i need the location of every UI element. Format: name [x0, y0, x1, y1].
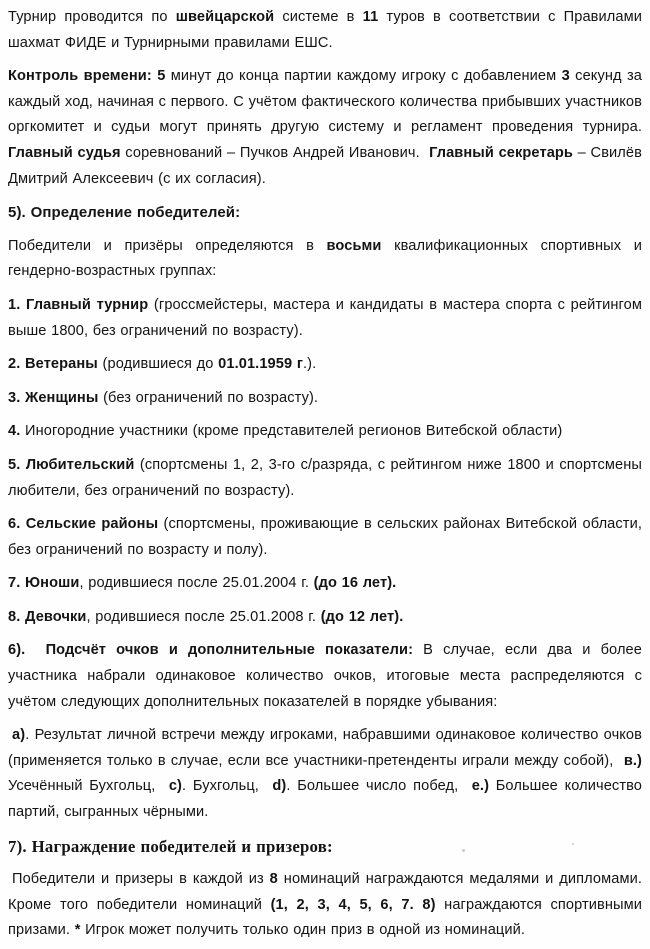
text-run: соревнований – Пучков Андрей Иванович. [120, 144, 430, 161]
text-run: номинаций награждаются медалями и дипломами. Кроме того победители номинаций [8, 871, 642, 913]
list-item-7-boys [8, 571, 642, 597]
heading-section-7 [8, 834, 642, 860]
para-tournament-system [8, 5, 642, 56]
text-run-bold: Главный секретарь [429, 144, 574, 161]
para-winners-groups [8, 234, 642, 285]
text-run-bold: (до 16 лет). [313, 575, 397, 592]
para-tiebreak-criteria [8, 723, 642, 825]
text-run-bold: 4. [8, 423, 21, 440]
text-run-bold: 3. Женщины [8, 389, 99, 406]
text-run: минут до конца партии каждому игроку с добавлением [165, 68, 562, 85]
text-run: Турнир проводится по [8, 9, 176, 25]
text-run-bold: восьми [326, 237, 382, 254]
list-item-3-women [8, 386, 642, 412]
text-run: . Большее число побед, [286, 778, 472, 795]
text-run-bold: (1, 2, 3, 4, 5, 6, 7. 8) [270, 896, 436, 913]
para-section-6-tiebreaks [8, 638, 642, 715]
text-run-bold: а) [12, 727, 26, 744]
text-run-bold: 3 [561, 68, 570, 85]
text-run-bold: Контроль времени: 5 [8, 68, 166, 85]
text-run-bold: Главный судья [8, 144, 121, 161]
text-run-bold: с) [168, 778, 182, 795]
text-run-bold: d) [272, 778, 287, 795]
text-run: (родившиеся до [97, 356, 219, 373]
list-item-4-nonresident [8, 419, 642, 445]
text-run-bold: (до 12 лет). [320, 608, 404, 625]
document-body [8, 5, 642, 944]
text-run-bold: 1. Главный турнир [8, 296, 149, 313]
list-item-2-veterans [8, 352, 642, 378]
text-run: Иногородние участники (кроме представителей регионов Витебской области) [20, 423, 563, 440]
text-run: , родившиеся после 25.01.2004 г. [79, 575, 314, 592]
list-item-6-rural [8, 512, 642, 563]
text-run: Игрок может получить только один приз в одной из номинаций. [80, 922, 526, 939]
scan-speck [572, 843, 574, 845]
text-run: Усечённый Бухгольц, [8, 778, 169, 795]
heading-section-5 [8, 200, 642, 226]
text-run: В случае, если два и более участника набрали одинаковое количество очков, итоговые места распределяются с учётом следующих дополнительных показателей в порядке убывания: [8, 642, 642, 710]
para-time-control [8, 64, 642, 192]
text-run: . Бухгольц, [182, 778, 273, 795]
text-run-bold: 2. Ветераны [8, 356, 98, 373]
text-run: Победители и призёры определяются в [8, 237, 327, 254]
text-run: . Результат личной встречи между игроками, набравшими одинаковое количество очков (применяется только в случае, если все участники-претенденты играли между собой), [8, 727, 642, 769]
text-run: (без ограничений по возрасту). [98, 389, 319, 406]
text-run-bold: 5). Определение победителей: [8, 204, 241, 222]
list-item-1-main-tournament [8, 293, 642, 344]
text-run: Большее количество партий, сыгранных чёрными. [8, 778, 643, 821]
text-run: (спортсмены 1, 2, 3-го с/разряда, с рейтингом ниже 1800 и спортсмены любители, без ограничений по возрасту). [8, 456, 642, 499]
text-run: – Свилёв Дмитрий Алексеевич (с их согласия). [8, 144, 642, 187]
text-run-bold: швейцарской [175, 9, 275, 25]
text-run-bold: е.) [471, 778, 490, 795]
list-item-8-girls [8, 605, 642, 631]
text-run-bold: 01.01.1959 г [218, 356, 304, 373]
text-run: (спортсмены, проживающие в сельских районах Витебской области, без ограничений по возрасту и полу). [8, 516, 642, 558]
text-run: туров в соответствии с Правилами шахмат ФИДЕ и Турнирными правилами ЕШС. [8, 9, 642, 51]
text-run-bold: в.) [623, 752, 642, 769]
text-run-bold: 5. Любительский [8, 456, 135, 473]
text-run-bold: 8. Девочки [8, 608, 87, 625]
text-run-bold: 8 [269, 871, 278, 888]
text-run: квалификационных спортивных и гендерно-возрастных группах: [8, 237, 642, 280]
scan-speck [462, 849, 465, 852]
text-run-bold: 6. Сельские районы [8, 516, 159, 533]
text-run: награждаются спортивными призами. [8, 896, 642, 939]
text-run: , родившиеся после 25.01.2008 г. [86, 608, 321, 625]
text-run: секунд за каждый ход, начиная с первого. С учётом фактического количества прибывших участников оргкомитет и судьи могут принять другую систему и регламент проведения турнира. [8, 68, 642, 136]
text-run-bold: 11 [362, 9, 379, 25]
text-run-bold: 7. Юноши [8, 575, 80, 592]
text-run: системе в [274, 9, 363, 25]
text-run: .). [303, 356, 317, 373]
text-run: Победители и призеры в каждой из [12, 871, 270, 888]
text-run: (гроссмейстеры, мастера и кандидаты в мастера спорта с рейтингом выше 1800, без ограничений по возрасту). [8, 296, 642, 339]
text-run-bold: 6). Подсчёт очков и дополнительные показатели: [8, 642, 414, 659]
para-awards [8, 867, 642, 944]
list-item-5-amateur [8, 453, 642, 504]
text-run-bold: * [74, 922, 81, 939]
text-run-bold: 7). Награждение победителей и призеров: [8, 836, 333, 856]
